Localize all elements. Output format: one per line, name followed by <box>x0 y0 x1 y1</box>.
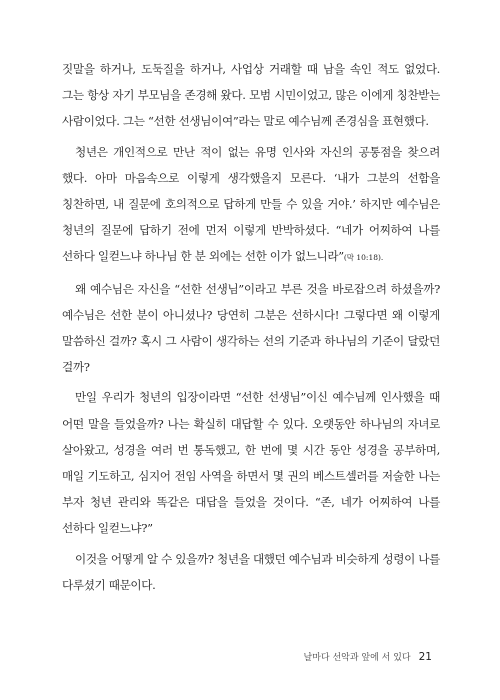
page-footer <box>304 650 432 663</box>
scripture-citation: (막 10:18). <box>343 253 384 263</box>
page-body <box>62 56 440 598</box>
paragraph-2-text: 청년은 개인적으로 만난 적이 없는 유명 인사와 자신의 공통점을 찾으려 했다. 아마 마음속으로 이렇게 생각했을지 모른다. ‘내가 그분의 선함을 칭찬하면, 내 질문에 호의적으로 답하게 만들 수 있을 거야.’ 하지만 예수님은 청년의 질문에 답하기 전에 먼저 이렇게 반박하셨다. “네가 어찌하여 나를 선하다 일컫느냐 하나님 한 분 외에는 선한 이가 없느니라” <box>62 144 440 264</box>
page-number: 21 <box>418 651 432 663</box>
running-title: 날마다 선악과 앞에 서 있다 <box>303 653 411 663</box>
paragraph-4: 만일 우리가 청년의 입장이라면 “선한 선생님”이신 예수님께 인사했을 때 어떤 말을 들었을까? 나는 확실히 대답할 수 있다. 오랫동안 하나님의 자녀로 살아왔고, 성경을 여러 번 통독했고, 한 번에 몇 시간 동안 성경을 공부하며, 매일 기도하고, 심지어 전임 사역을 하면서 몇 권의 베스트셀러를 저술한 나는 부자 청년 관리와 똑같은 대답을 들었을 것이다. “존, 네가 어찌하여 나를 선하다 일컫느냐?” <box>62 390 440 536</box>
paragraph-3: 왜 예수님은 자신을 “선한 선생님”이라고 부른 것을 바로잡으려 하셨을까? 예수님은 선한 분이 아니셨나? 당연히 그분은 선하시다! 그렇다면 왜 이렇게 말씀하신 걸까? 혹시 그 사람이 생각하는 선의 기준과 하나님의 기준이 달랐던 걸까? <box>62 281 440 375</box>
paragraph-1: 짓말을 하거나, 도둑질을 하거나, 사업상 거래할 때 남을 속인 적도 없었다. 그는 항상 자기 부모님을 존경해 왔다. 모범 시민이었고, 많은 이에게 칭찬받는 사람이었다. 그는 “선한 선생님이여”라는 말로 예수님께 존경심을 표현했다. <box>62 62 440 129</box>
paragraph-2 <box>62 139 440 272</box>
paragraph-5: 이것을 어떻게 알 수 있을까? 청년을 대했던 예수님과 비슷하게 성령이 나를 다루셨기 때문이다. <box>62 551 440 592</box>
